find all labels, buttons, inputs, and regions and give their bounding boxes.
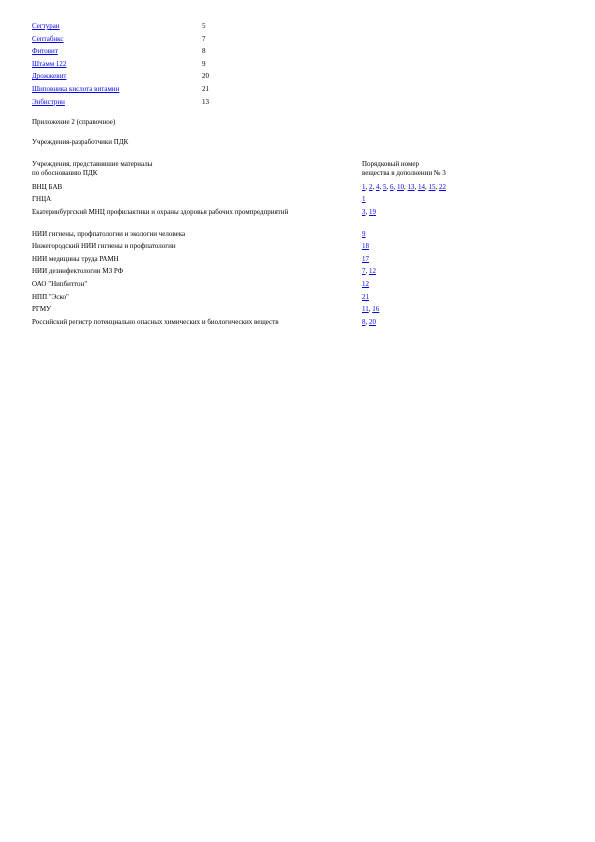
substance-number-link[interactable]: 12 — [369, 267, 376, 276]
institution-name: ОАО "Нипбиттон" — [32, 279, 88, 288]
header-institution-column — [32, 160, 352, 178]
product-page-number: 13 — [202, 97, 209, 106]
substance-number-link[interactable]: 4 — [376, 182, 380, 191]
substance-number-link[interactable]: 8 — [362, 317, 366, 326]
substance-number-link[interactable]: 20 — [369, 317, 376, 326]
institution-name: НИИ гигиены, профпатологии и экологии человека — [32, 229, 186, 238]
substance-number-link[interactable]: 16 — [372, 305, 380, 314]
substance-number-link[interactable]: 3 — [362, 207, 366, 216]
substance-number-link[interactable]: 18 — [362, 242, 369, 251]
substance-number-links — [362, 293, 369, 302]
institution-name: Российский регистр потенциально опасных химических и биологических веществ — [32, 317, 279, 326]
substance-number-link[interactable]: 19 — [369, 207, 376, 216]
product-index-list — [32, 20, 272, 108]
header-number-column — [362, 160, 502, 178]
substance-number-links: 11, 16 — [362, 305, 380, 314]
header-number-line-1: Порядковый номер — [362, 160, 420, 168]
product-page-number: 8 — [202, 47, 206, 56]
product-index-row — [32, 70, 272, 83]
institution-name: НИИ медицины труда РАМН — [32, 254, 119, 263]
substance-number-link[interactable]: 1 — [362, 182, 366, 191]
substance-number-link[interactable]: 17 — [362, 254, 369, 263]
table-row — [32, 253, 512, 266]
substance-number-link[interactable]: 12 — [362, 279, 369, 288]
table-row — [32, 291, 512, 304]
product-page-number: 9 — [202, 59, 206, 68]
substance-number-links — [362, 230, 366, 239]
product-link[interactable]: Штамм 122 — [32, 59, 67, 68]
table-row — [32, 266, 512, 279]
product-page-number: 7 — [202, 34, 206, 43]
substance-number-link[interactable]: 1 — [362, 195, 366, 204]
table-row — [32, 194, 512, 207]
substance-number-link[interactable]: 9 — [362, 229, 366, 238]
header-number-line-2: вещества в дополнении № 3 — [362, 169, 446, 177]
substance-number-link[interactable]: 21 — [362, 292, 369, 301]
substance-number-link[interactable]: 22 — [439, 182, 446, 191]
table-row — [32, 316, 512, 329]
product-index-row — [32, 33, 272, 46]
product-index-row — [32, 58, 272, 71]
product-page-number: 20 — [202, 72, 209, 81]
table-row — [32, 206, 512, 228]
institution-name: НПП "Эско" — [32, 292, 69, 301]
product-link[interactable]: Фитовит — [32, 47, 58, 56]
table-row — [32, 181, 512, 194]
substance-number-links — [362, 280, 369, 289]
header-institution-line-1: Учреждения, представившие материалы — [32, 160, 153, 168]
appendix-title: Приложение 2 (справочное) — [32, 118, 116, 126]
table-row — [32, 228, 512, 241]
substance-number-link[interactable]: 14 — [418, 182, 425, 191]
substance-number-links — [362, 195, 366, 204]
product-link[interactable]: Септабикс — [32, 34, 64, 43]
substance-number-link[interactable]: 2 — [369, 182, 373, 191]
table-title: Учреждения-разработчики ПДК — [32, 138, 129, 146]
product-index-row — [32, 83, 272, 96]
table-row — [32, 240, 512, 253]
product-link[interactable]: Сегтуран — [32, 22, 60, 30]
institution-name: НИИ дезинфектологии МЗ РФ — [32, 267, 124, 276]
product-index-row — [32, 96, 272, 109]
product-link[interactable]: Дрожжевит — [32, 72, 67, 81]
institutions-table — [32, 181, 512, 329]
substance-number-link[interactable]: 6 — [390, 182, 394, 191]
substance-number-links: 1, 2, 4, 5, 6, 10, 13, 14, 15, 22 — [362, 182, 446, 191]
substance-number-link[interactable]: 11 — [362, 305, 369, 314]
product-link[interactable]: Шиповника кислота витамин — [32, 84, 120, 93]
substance-number-links — [362, 242, 369, 251]
substance-number-link[interactable]: 10 — [397, 182, 404, 191]
header-institution-line-2: по обоснованию ПДК — [32, 169, 98, 177]
product-index-row — [32, 45, 272, 58]
product-page-number: 5 — [202, 22, 206, 30]
substance-number-links — [362, 255, 369, 264]
institution-name: Нижегородский НИИ гигиены и профпатологии — [32, 242, 176, 251]
substance-number-link[interactable]: 5 — [383, 182, 387, 191]
substance-number-links: 7, 12 — [362, 267, 376, 276]
institution-name: РГМУ — [32, 305, 52, 314]
institution-name: Екатеринбургский МНЦ профилактики и охраны здоровья рабочих промпредприятий — [32, 207, 289, 216]
institution-name: ВНЦ БАВ — [32, 182, 63, 191]
table-row — [32, 303, 512, 316]
substance-number-link[interactable]: 15 — [428, 182, 436, 191]
institution-name: ГНЦА — [32, 195, 52, 204]
product-index-row — [32, 20, 272, 33]
product-link[interactable]: Энбистрин — [32, 97, 65, 106]
substance-number-links: 3, 19 — [362, 207, 376, 216]
substance-number-link[interactable]: 7 — [362, 267, 366, 276]
table-row — [32, 278, 512, 291]
substance-number-link[interactable]: 13 — [407, 182, 415, 191]
product-page-number: 21 — [202, 84, 209, 93]
substance-number-links: 8, 20 — [362, 317, 376, 326]
